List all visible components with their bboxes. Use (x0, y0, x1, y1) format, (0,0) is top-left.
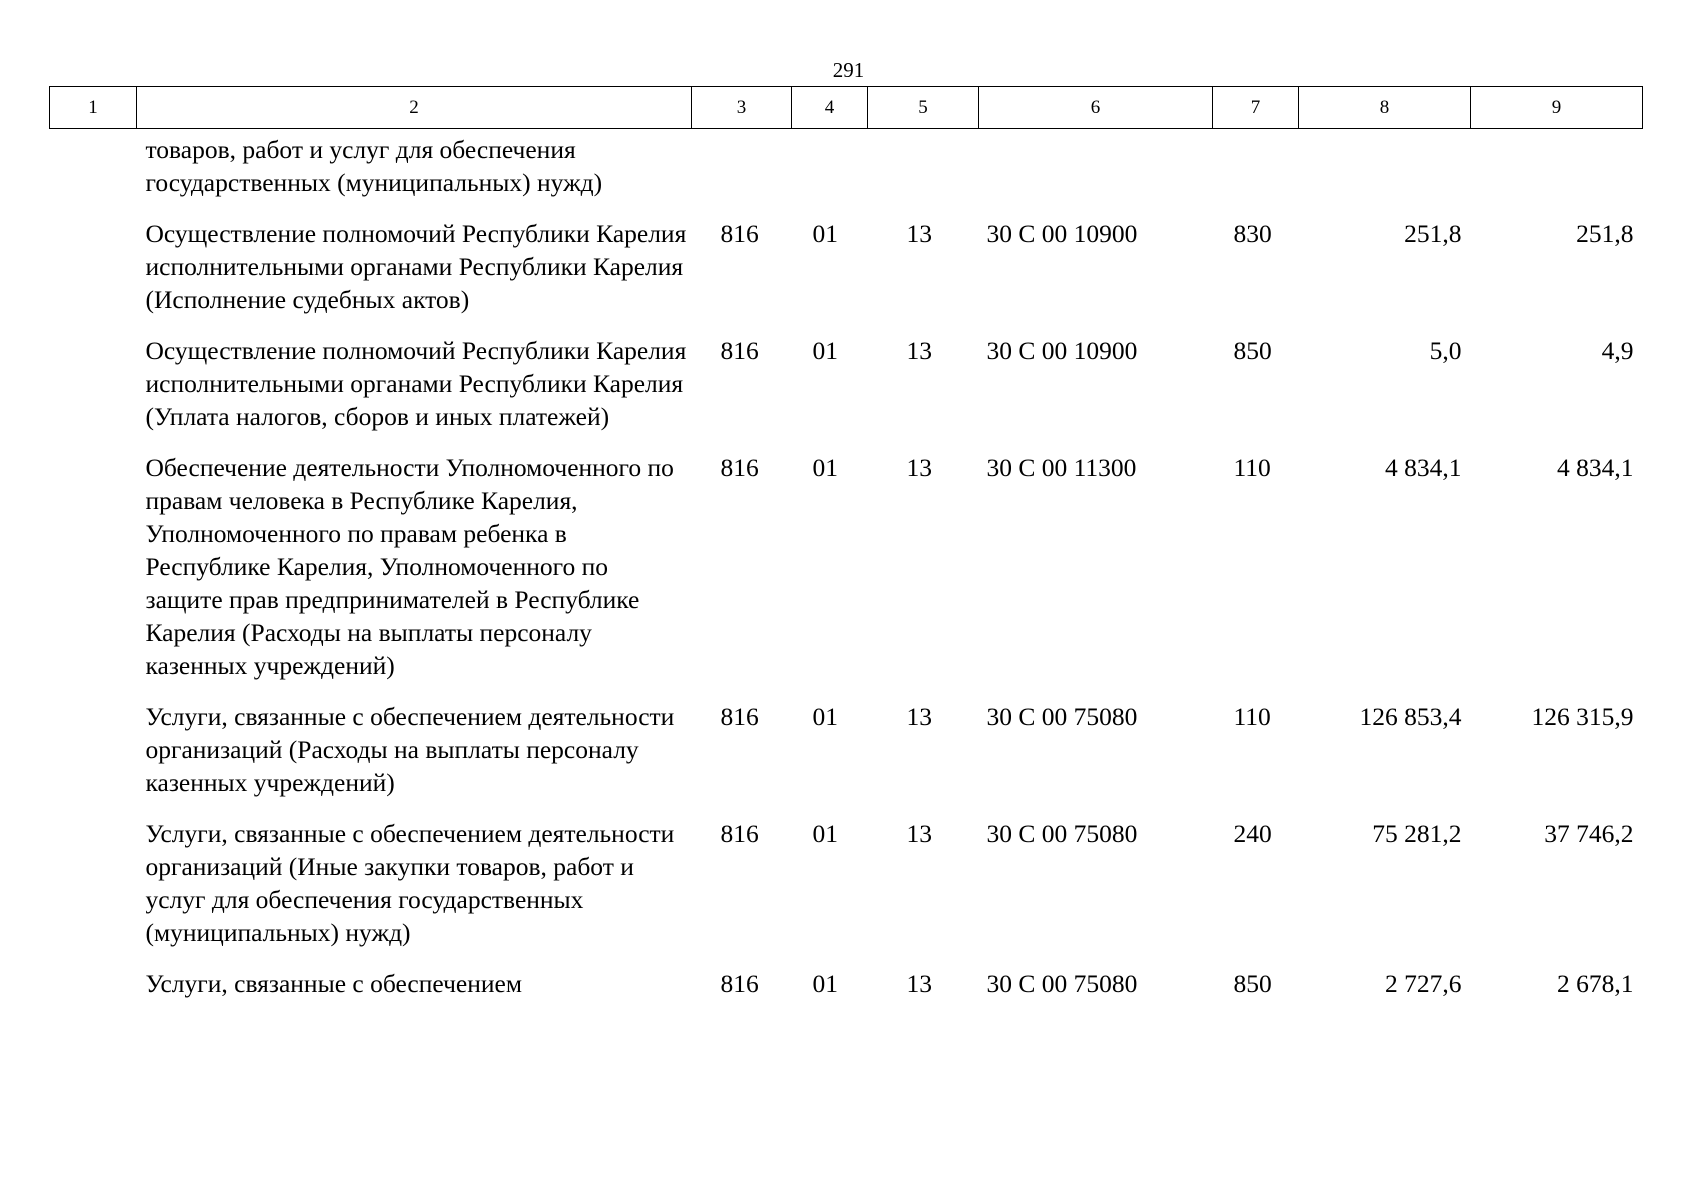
row-ministry-code: 816 (720, 702, 759, 731)
row-section: 01 (812, 336, 838, 365)
row-amount-col-9: 37 746,2 (1544, 819, 1634, 848)
row-description: Осуществление полномочий Республики Карелия исполнительными органами Республики Карелия (Уплата налогов, сборов и иных платежей) (145, 336, 687, 431)
row-description: Услуги, связанные с обеспечением (145, 969, 522, 998)
row-col-1-empty (50, 700, 137, 817)
row-subsection: 13 (906, 702, 932, 731)
row-section: 01 (812, 819, 838, 848)
row-amount-col-9: 2 678,1 (1557, 969, 1634, 998)
row-col-1-empty (50, 129, 137, 218)
row-amount-col-9: 251,8 (1576, 219, 1634, 248)
row-subsection: 13 (906, 336, 932, 365)
row-subsection: 13 (906, 219, 932, 248)
row-section: 01 (812, 969, 838, 998)
table-row (50, 967, 1643, 1018)
header-col-4: 4 (792, 87, 868, 129)
row-subsection: 13 (906, 819, 932, 848)
row-section (792, 129, 868, 218)
row-subsection: 13 (906, 969, 932, 998)
row-expense-type (1213, 129, 1299, 218)
header-col-3: 3 (692, 87, 792, 129)
row-ministry-code: 816 (720, 219, 759, 248)
row-col-1-empty (50, 334, 137, 451)
row-ministry-code: 816 (720, 453, 759, 482)
header-col-6: 6 (979, 87, 1213, 129)
row-target-article: 30 С 00 11300 (986, 453, 1137, 482)
table-row (50, 334, 1643, 451)
row-expense-type: 110 (1233, 702, 1271, 731)
header-col-9: 9 (1471, 87, 1643, 129)
row-amount-col-8: 75 281,2 (1372, 819, 1462, 848)
table-row (50, 217, 1643, 334)
row-expense-type: 850 (1233, 969, 1272, 998)
row-ministry-code: 816 (720, 819, 759, 848)
row-description: товаров, работ и услуг для обеспечения государственных (муниципальных) нужд) (145, 135, 603, 197)
row-amount-col-8: 126 853,4 (1359, 702, 1462, 731)
row-expense-type: 830 (1233, 219, 1272, 248)
row-ministry-code (692, 129, 792, 218)
row-amount-col-8: 5,0 (1429, 336, 1462, 365)
row-amount-col-9: 126 315,9 (1531, 702, 1634, 731)
row-amount-col-9 (1471, 129, 1643, 218)
table-row (50, 451, 1643, 700)
table-row (50, 129, 1643, 218)
budget-table (49, 86, 1643, 1018)
row-description: Осуществление полномочий Республики Карелия исполнительными органами Республики Карелия (Исполнение судебных актов) (145, 219, 687, 314)
page-number: 291 (832, 58, 865, 82)
row-amount-col-9: 4 834,1 (1557, 453, 1634, 482)
table-row (50, 817, 1643, 967)
row-col-1-empty (50, 451, 137, 700)
row-amount-col-9: 4,9 (1601, 336, 1634, 365)
row-subsection: 13 (906, 453, 932, 482)
row-description: Услуги, связанные с обеспечением деятельности организаций (Иные закупки товаров, работ и услуг для обеспечения государственных (муниципальных) нужд) (145, 819, 675, 947)
row-subsection (868, 129, 979, 218)
header-row (50, 87, 1643, 129)
row-description: Услуги, связанные с обеспечением деятельности организаций (Расходы на выплаты персоналу казенных учреждений) (145, 702, 675, 797)
row-amount-col-8 (1299, 129, 1471, 218)
row-target-article (979, 129, 1213, 218)
header-col-7: 7 (1213, 87, 1299, 129)
row-col-1-empty (50, 967, 137, 1018)
row-expense-type: 110 (1233, 453, 1271, 482)
row-section: 01 (812, 702, 838, 731)
row-target-article: 30 С 00 10900 (986, 336, 1138, 365)
header-col-1: 1 (50, 87, 137, 129)
row-section: 01 (812, 219, 838, 248)
row-amount-col-8: 251,8 (1404, 219, 1462, 248)
header-col-8: 8 (1299, 87, 1471, 129)
row-amount-col-8: 2 727,6 (1385, 969, 1462, 998)
row-col-1-empty (50, 817, 137, 967)
row-description: Обеспечение деятельности Уполномоченного по правам человека в Республике Карелия, Уполномоченного по правам ребенка в Республике Карелия, Уполномоченного по защите прав предпринимателей в Республике Карелия (Расходы на выплаты персоналу казенных учреждений) (145, 453, 674, 680)
row-target-article: 30 С 00 75080 (986, 702, 1138, 731)
header-col-2: 2 (137, 87, 692, 129)
row-ministry-code: 816 (720, 336, 759, 365)
table-header (50, 87, 1643, 129)
row-section: 01 (812, 453, 838, 482)
row-expense-type: 240 (1233, 819, 1272, 848)
header-col-5: 5 (868, 87, 979, 129)
row-col-1-empty (50, 217, 137, 334)
row-target-article: 30 С 00 10900 (986, 219, 1138, 248)
row-amount-col-8: 4 834,1 (1385, 453, 1462, 482)
table-body (50, 129, 1643, 1019)
table-row (50, 700, 1643, 817)
row-target-article: 30 С 00 75080 (986, 969, 1138, 998)
row-target-article: 30 С 00 75080 (986, 819, 1138, 848)
row-ministry-code: 816 (720, 969, 759, 998)
row-expense-type: 850 (1233, 336, 1272, 365)
